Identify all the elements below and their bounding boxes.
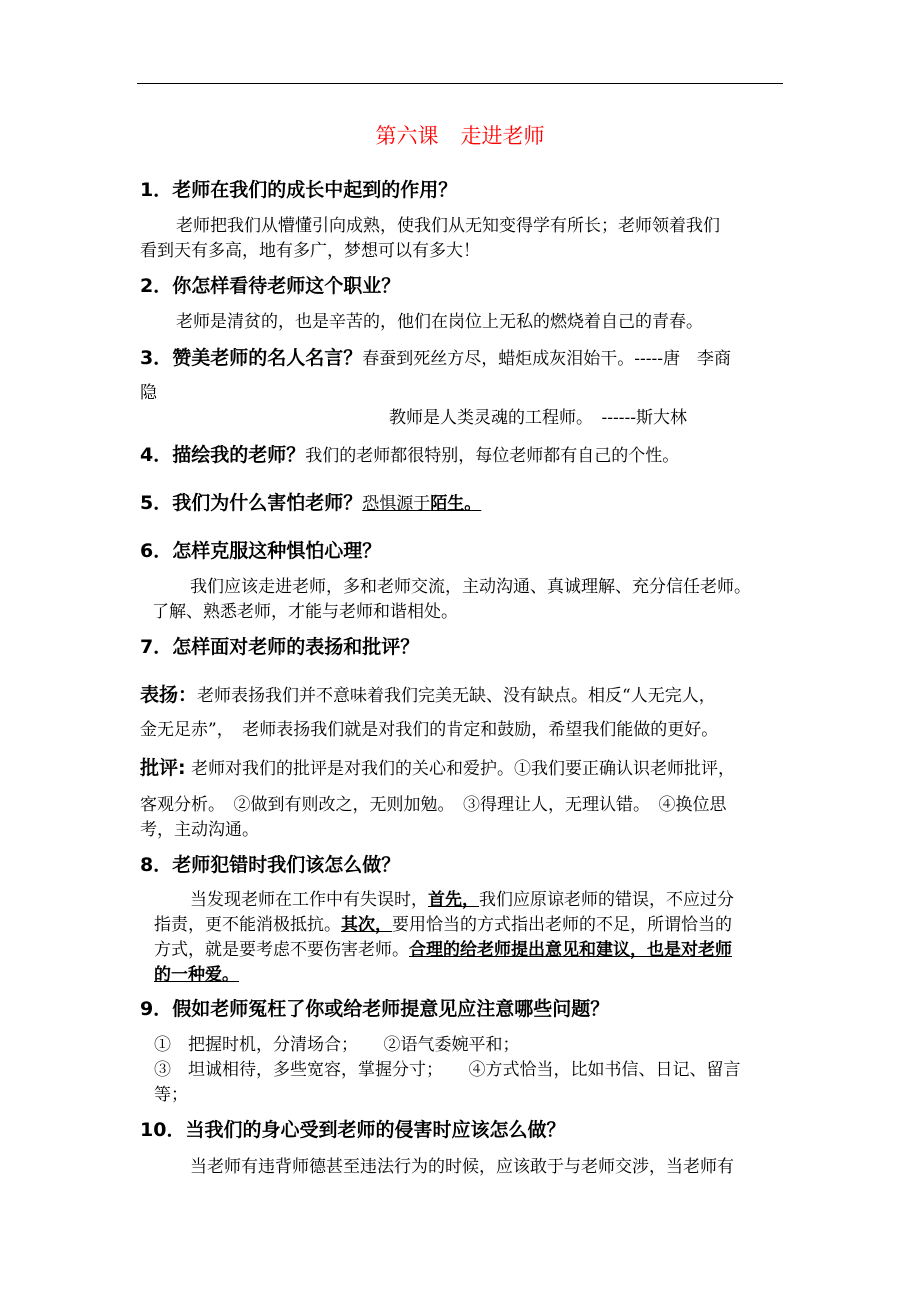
emphasis-second: 其次， [341,915,392,935]
question-4-title: 4．描绘我的老师？ [140,444,306,466]
question-9-line-1: ① 把握时机，分清场合； ②语气委婉平和； [154,1035,520,1055]
answer-part: 恐惧源于 [362,494,431,514]
praise-line-1 [140,680,716,707]
question-10-answer-line-1: 当老师有违背师德甚至违法行为的时候，应该敢于与老师交涉，当老师有 [190,1157,734,1177]
question-3-title: 3．赞美老师的名人名言？ [140,347,363,369]
question-3-heading [140,343,731,370]
emphasis-first: 首先， [428,890,479,910]
question-6-answer-line-2: 了解、熟悉老师，才能与老师和谐相处。 [152,602,458,622]
question-5-title: 5．我们为什么害怕老师？ [140,492,363,514]
question-7-heading: 7．怎样面对老师的表扬和批评？ [140,636,420,658]
question-6-answer-line-1: 我们应该走进老师，多和老师交流，主动沟通、真诚理解、充分信任老师。 [190,577,751,597]
praise-text: 老师表扬我们并不意味着我们完美无缺、没有缺点。相反“人无完人， [197,686,716,706]
question-1-answer-line-2: 看到天有多高，地有多广，梦想可以有多大！ [140,241,480,261]
text-segment: 要用恰当的方式指出老师的不足，所谓恰当的 [392,915,732,935]
question-4-heading [140,440,679,467]
header-rule [137,83,783,84]
criticism-line-2: 客观分析。 ②做到有则改之，无则加勉。 ③得理让人，无理认错。 ④换位思 [140,795,727,815]
emphasis-advice: 合理的给老师提出意见和建议，也是对老师 [409,940,732,960]
question-9-line-3: 等； [154,1085,188,1105]
text-segment: 当发现老师在工作中有失误时， [190,890,428,910]
answer-emphasis: 陌生。 [430,494,482,514]
question-2-heading: 2．你怎样看待老师这个职业？ [140,275,401,297]
question-8-line-1 [190,885,734,910]
question-4-answer: 我们的老师都很特别，每位老师都有自己的个性。 [305,446,680,466]
question-8-line-4: 的一种爱。 [154,965,239,985]
question-5-answer [362,494,481,514]
question-8-line-3 [154,935,732,960]
quote-1: 春蚕到死丝方尽，蜡炬成灰泪始干。-----唐 李商 [362,349,731,369]
praise-line-2: 金无足赤”， 老师表扬我们就是对我们的肯定和鼓励，希望我们能做的更好。 [140,720,719,740]
question-8-line-2 [154,910,732,935]
quote-1-continued: 隐 [140,383,157,403]
praise-label: 表扬： [140,684,198,706]
text-segment: 方式，就是要考虑不要伤害老师。 [154,940,409,960]
question-8-heading: 8．老师犯错时我们该怎么做？ [140,854,401,876]
question-10-heading: 10．当我们的身心受到老师的侵害时应该怎么做？ [140,1119,566,1141]
criticism-text: 老师对我们的批评是对我们的关心和爱护。①我们要正确认识老师批评， [185,759,736,779]
question-9-heading: 9．假如老师冤枉了你或给老师提意见应注意哪些问题？ [140,998,610,1020]
question-1-answer-line-1: 老师把我们从懵懂引向成熟，使我们从无知变得学有所长；老师领着我们 [176,216,720,236]
quote-2: 教师是人类灵魂的工程师。 ------斯大林 [389,408,687,428]
criticism-label: 批评: [140,757,186,779]
text-segment: 我们应原谅老师的错误，不应过分 [479,890,734,910]
criticism-line-1 [140,753,735,780]
text-segment: 指责，更不能消极抵抗。 [154,915,341,935]
question-6-heading: 6．怎样克服这种惧怕心理？ [140,540,382,562]
lesson-name: 走进老师 [460,124,545,148]
question-2-answer: 老师是清贫的，也是辛苦的，他们在岗位上无私的燃烧着自己的青春。 [176,312,703,332]
question-9-line-2: ③ 坦诚相待，多些宽容，掌握分寸； ④方式恰当，比如书信、日记、留言 [154,1060,741,1080]
question-5-heading [140,488,481,515]
criticism-line-3: 考，主动沟通。 [140,820,259,840]
lesson-number: 第六课 [375,124,439,148]
question-1-heading: 1．老师在我们的成长中起到的作用？ [140,179,458,201]
lesson-title [0,120,920,150]
